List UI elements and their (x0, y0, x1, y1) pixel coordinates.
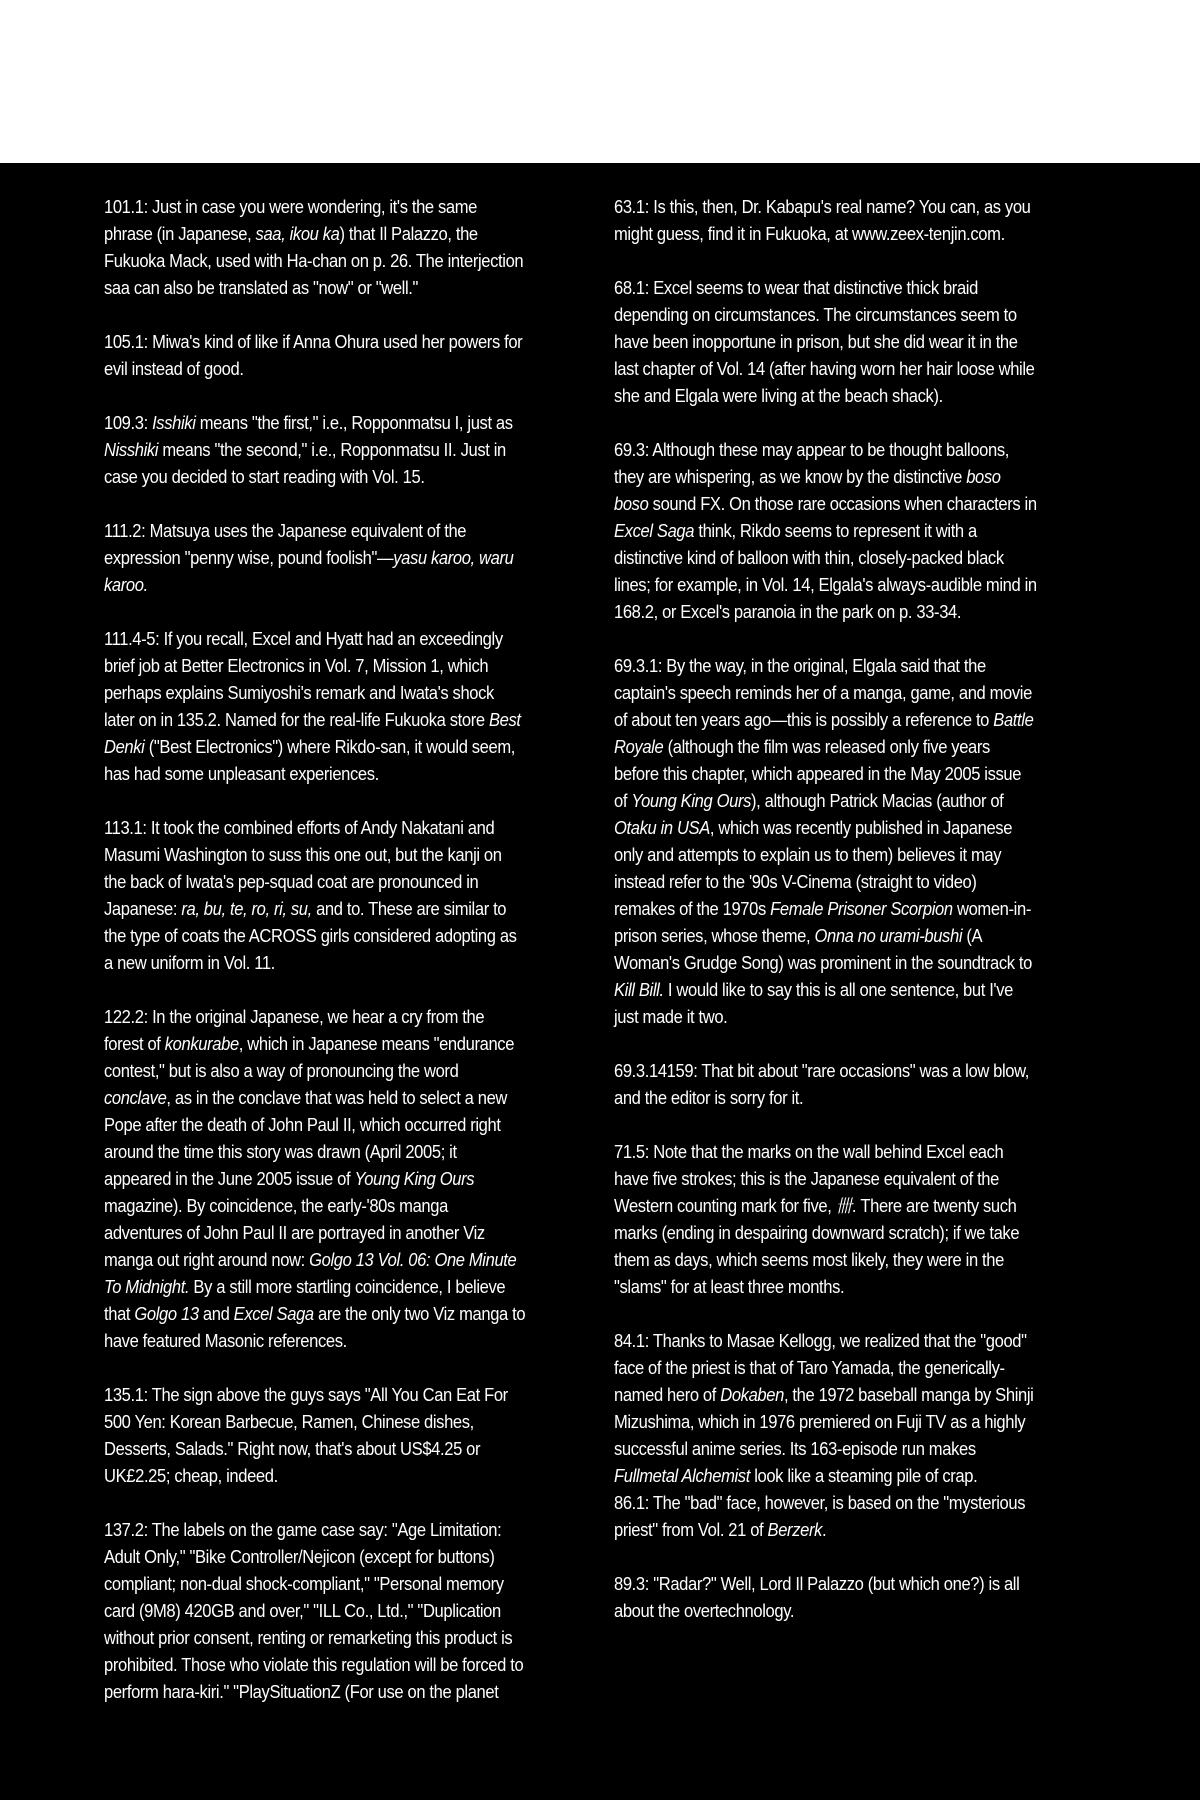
note-63-1: 63.1: Is this, then, Dr. Kabapu's real name? You can, as you might guess, find it in Fukuoka, at www.zeex-tenjin.com. (614, 197, 1031, 244)
note-84-1: 84.1: Thanks to Masae Kellogg, we realized that the "good" face of the priest is that of Taro Yamada, the generically-named hero of Dokaben, the 1972 baseball manga by Shinji Mizushima, which in 1976 premiered on Fuji TV as a highly successful anime series. Its 163-episode run makes Fullmetal Alchemist look like a steaming pile of crap. (614, 1331, 1034, 1486)
note-86-1: 86.1: The "bad" face, however, is based on the "mysterious priest" from Vol. 21 of Berzerk. (614, 1493, 1026, 1540)
note-137-2: 137.2: The labels on the game case say: "Age Limitation: Adult Only," "Bike Controller/Nejicon (except for buttons) compliant; non-dual shock-compliant," "Personal memory card (9M8) 420GB and over," "ILL Co., Ltd.," "Duplication without prior consent, renting or remarketing this product is prohibited. Those who violate this regulation will be forced to perform hara-kiri." "PlaySituationZ (For use on the planet (104, 1520, 524, 1702)
right-column (614, 194, 1037, 1652)
note-109-3: 109.3: Isshiki means "the first," i.e., Ropponmatsu I, just as Nisshiki means "the second," i.e., Ropponmatsu II. Just in case you decided to start reading with Vol. 15. (104, 413, 513, 487)
note-113-1: 113.1: It took the combined efforts of Andy Nakatani and Masumi Washington to suss this one out, but the kanji on the back of Iwata's pep-squad coat are pronounced in Japanese: ra, bu, te, ro, ri, su, and to. These are similar to the type of coats the ACROSS girls considered adopting as a new uniform in Vol. 11. (104, 818, 517, 973)
note-69-3-1: 69.3.1: By the way, in the original, Elgala said that the captain's speech reminds her of a manga, game, and movie of about ten years ago—this is possibly a reference to Battle Royale (although the film was released only five years before this chapter, which appeared in the May 2005 issue of Young King Ours), although Patrick Macias (author of Otaku in USA, which was recently published in Japanese only and attempts to explain us to them) believes it may instead refer to the '90s V-Cinema (straight to video) remakes of the 1970s Female Prisoner Scorpion women-in-prison series, whose theme, Onna no urami-bushi (A Woman's Grudge Song) was prominent in the soundtrack to Kill Bill. I would like to say this is all one sentence, but I've just made it two. (614, 656, 1034, 1027)
note-89-3: 89.3: "Radar?" Well, Lord Il Palazzo (but which one?) is all about the overtechnology. (614, 1574, 1020, 1621)
note-101-1: 101.1: Just in case you were wondering, it's the same phrase (in Japanese, saa, ikou ka) that Il Palazzo, the Fukuoka Mack, used with Ha-chan on p. 26. The interjection saa can also be translated as "now" or "well." (104, 197, 524, 298)
note-69-3-14159: 69.3.14159: That bit about "rare occasions" was a low blow, and the editor is sorry for it. (614, 1061, 1030, 1108)
note-105-1: 105.1: Miwa's kind of like if Anna Ohura used her powers for evil instead of good. (104, 332, 523, 379)
note-69-3: 69.3: Although these may appear to be thought balloons, they are whispering, as we know by the distinctive boso boso sound FX. On those rare occasions when characters in Excel Saga think, Rikdo seems to represent it with a distinctive kind of balloon with thin, closely-packed black lines; for example, in Vol. 14, Elgala's always-audible mind in 168.2, or Excel's paranoia in the park on p. 33-34. (614, 440, 1037, 622)
note-122-2: 122.2: In the original Japanese, we hear a cry from the forest of konkurabe, which in Japanese means "endurance contest," but is also a way of pronouncing the word conclave, as in the conclave that was held to select a new Pope after the death of John Paul II, which occurred right around the time this story was drawn (April 2005; it appeared in the June 2005 issue of Young King Ours magazine). By coincidence, the early-'80s manga adventures of John Paul II are portrayed in another Viz manga out right around now: Golgo 13 Vol. 06: One Minute To Midnight. By a still more startling coincidence, I believe that Golgo 13 and Excel Saga are the only two Viz manga to have featured Masonic references. (104, 1007, 526, 1351)
left-column (104, 194, 527, 1733)
top-margin (0, 0, 1200, 163)
note-71-5: 71.5: Note that the marks on the wall behind Excel each have five strokes; this is the Japanese equivalent of the Western counting mark for five, 卌. There are twenty such marks (ending in despairing downward scratch); if we take them as days, which seems most likely, they were in the "slams" for at least three months. (614, 1142, 1020, 1297)
note-135-1: 135.1: The sign above the guys says "All You Can Eat For 500 Yen: Korean Barbecue, Ramen, Chinese dishes, Desserts, Salads." Right now, that's about US$4.25 or UK£2.25; cheap, indeed. (104, 1385, 508, 1486)
note-68-1: 68.1: Excel seems to wear that distinctive thick braid depending on circumstances. The circumstances seem to have been inopportune in prison, but she did wear it in the last chapter of Vol. 14 (after having worn her hair loose while she and Elgala were living at the beach shack). (614, 278, 1035, 406)
note-111-4-5: 111.4-5: If you recall, Excel and Hyatt had an exceedingly brief job at Better Electronics in Vol. 7, Mission 1, which perhaps explains Sumiyoshi's remark and Iwata's shock later on in 135.2. Named for the real-life Fukuoka store Best Denki ("Best Electronics") where Rikdo-san, it would seem, has had some unpleasant experiences. (104, 629, 521, 784)
note-111-2: 111.2: Matsuya uses the Japanese equivalent of the expression "penny wise, pound foolish"—yasu karoo, waru karoo. (104, 521, 514, 595)
